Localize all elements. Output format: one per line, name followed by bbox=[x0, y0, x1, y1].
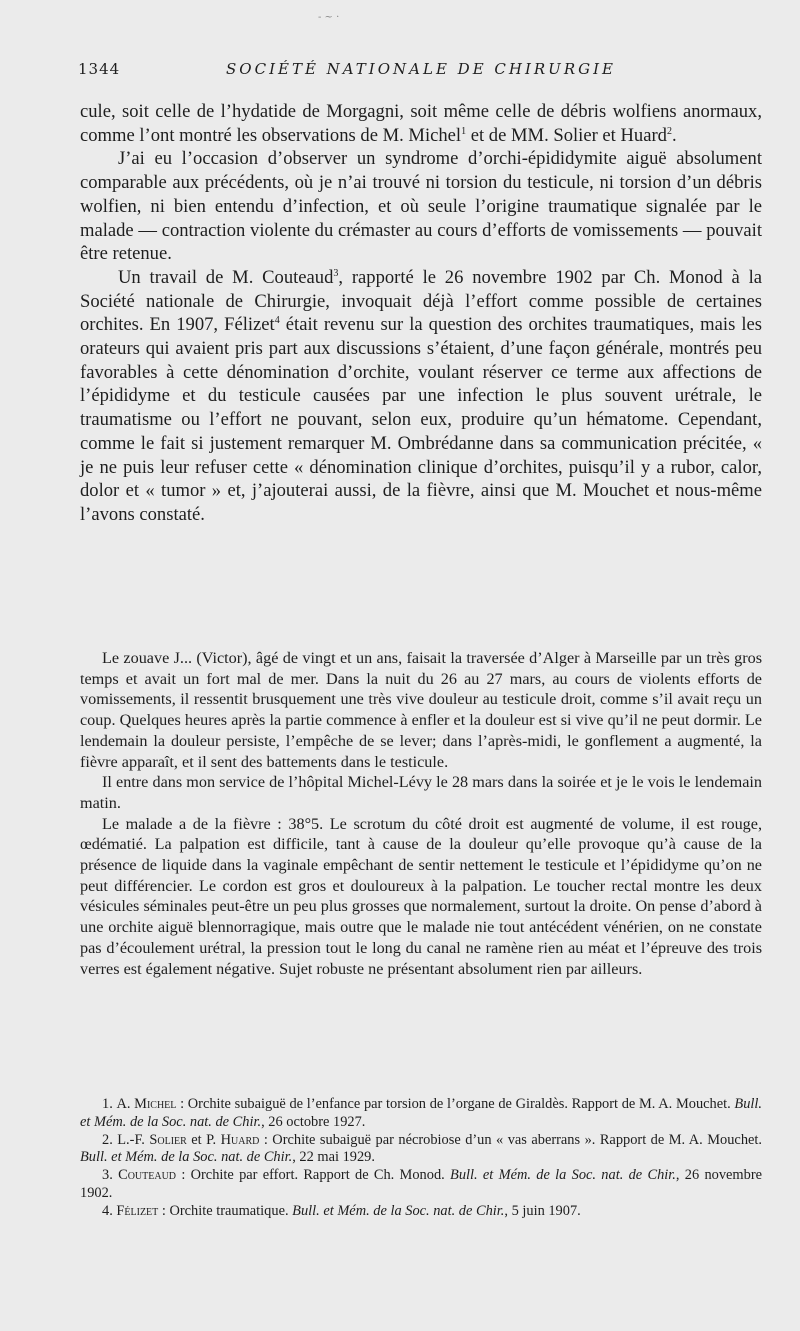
top-ornament: - ~ · bbox=[318, 12, 340, 23]
footnote-4: 4. Félizet : Orchite traumatique. Bull. et Mém. de la Soc. nat. de Chir., 5 juin 1907. bbox=[102, 1202, 581, 1219]
case-paragraph-1: Le zouave J... (Victor), âgé de vingt et un ans, faisait la traversée d’Alger à Marseille par un très gros temps et avait un fort mal de mer. Dans la nuit du 26 au 27 mars, au cours de violents efforts de vomissements, il ressentit brusquement une très vive douleur au testicule droit, comme s’il avait reçu un coup. Quelques heures après la partie commence à enfler et la douleur est si vive qu’il ne peut dormir. Le lendemain la douleur persiste, l’empêche de se lever; dans l’après-midi, le gonflement a augmenté, la fièvre apparaît, et il sent des battements dans le testicule. bbox=[80, 649, 762, 771]
main-paragraph-1: cule, soit celle de l’hydatide de Morgagni, soit même celle de débris wolfiens anormaux, comme l’ont montré les observations de M. Michel$^1$ et de MM. Solier et Huard$^2$. bbox=[80, 101, 762, 146]
footnote-ref-4: 4 bbox=[274, 315, 280, 327]
footnote-ref-2: 2 bbox=[666, 125, 672, 137]
case-paragraph-3: Le malade a de la fièvre : 38°5. Le scrotum du côté droit est augmenté de volume, il est rouge, œdématié. La palpation est difficile, tant à cause de la douleur qu’elle provoque qu’à cause de la présence de liquide dans la vaginale empêchant de sentir nettement le testicule et l’épididyme qu’on ne peut différencier. Le cordon est gros et douloureux à la palpation. Le toucher rectal montre les deux vésicules séminales peut-être un peu plus grosses que normalement, surtout la droite. On pense d’abord à une orchite aiguë blennorragique, mais outre que le malade nie tout antécédent vénérien, on ne constate pas d’écoulement urétral, la pression tout le long du canal ne ramène rien au méat et l’épreuve des trois verres est également négative. Sujet robuste ne présentant absolument rien par ailleurs. bbox=[80, 814, 762, 978]
running-head bbox=[78, 60, 764, 82]
footnote-3: 3. Couteaud : Orchite par effort. Rapport de Ch. Monod. Bull. et Mém. de la Soc. nat. de Chir., 26 novembre 1902. bbox=[80, 1167, 762, 1201]
main-text bbox=[80, 100, 762, 527]
footnote-ref-3: 3 bbox=[333, 267, 339, 279]
footnote-1: 1. A. Michel : Orchite subaiguë de l’enfance par torsion de l’organe de Giraldès. Rapport de M. A. Mouchet. Bull. et Mém. de la Soc. nat. de Chir., 26 octobre 1927. bbox=[80, 1096, 762, 1130]
case-paragraph-2: Il entre dans mon service de l’hôpital Michel-Lévy le 28 mars dans la soirée et je le vois le lendemain matin. bbox=[80, 773, 762, 812]
main-paragraph-3: Un travail de M. Couteaud$^3$, rapporté le 26 novembre 1902 par Ch. Monod à la Société nationale de Chirurgie, invoquait déjà l’effort comme possible de certaines orchites. En 1907, Félizet$^4$ était revenu sur la question des orchites traumatiques, mais les orateurs qui avaient pris part aux discussions s’étaient, d’une façon générale, montrés peu favorables à cette dénomination d’orchite, voulant réserver ce terme aux affections de l’épididyme et du testicule causées par une infection le plus souvent urétrale, le traumatisme ou l’effort ne pouvant, selon eux, produire qu’un hématome. Cependant, comme le fait si justement remarquer M. Ombrédanne dans sa communication précitée, « je ne puis leur refuser cette « dénomination clinique d’orchites, puisqu’il y a rubor, calor, dolor et « tumor » et, j’ajouterai aussi, de la fièvre, ainsi que M. Mouchet et nous-même l’avons constaté. bbox=[80, 266, 762, 525]
main-paragraph-2: J’ai eu l’occasion d’observer un syndrome d’orchi-épididymite aiguë absolument comparable aux précédents, où je n’ai trouvé ni torsion du testicule, ni torsion d’un débris wolfien, ni bien entendu d’infection, et où seule l’origine traumatique signalée par le malade — contraction violente du crémaster au cours d’efforts de vomissements — pouvait être retenue. bbox=[80, 148, 762, 265]
footnote-2: 2. L.-F. Solier et P. Huard : Orchite subaiguë par nécrobiose d’un « vas aberrans ». Rapport de M. A. Mouchet. Bull. et Mém. de la Soc. nat. de Chir., 22 mai 1929. bbox=[80, 1131, 762, 1166]
footnotes bbox=[80, 1096, 762, 1221]
page-number: 1344 bbox=[78, 60, 121, 78]
journal-title: SOCIÉTÉ NATIONALE DE CHIRURGIE bbox=[226, 60, 616, 78]
footnote-ref-1: 1 bbox=[461, 125, 467, 137]
case-report bbox=[80, 648, 762, 979]
